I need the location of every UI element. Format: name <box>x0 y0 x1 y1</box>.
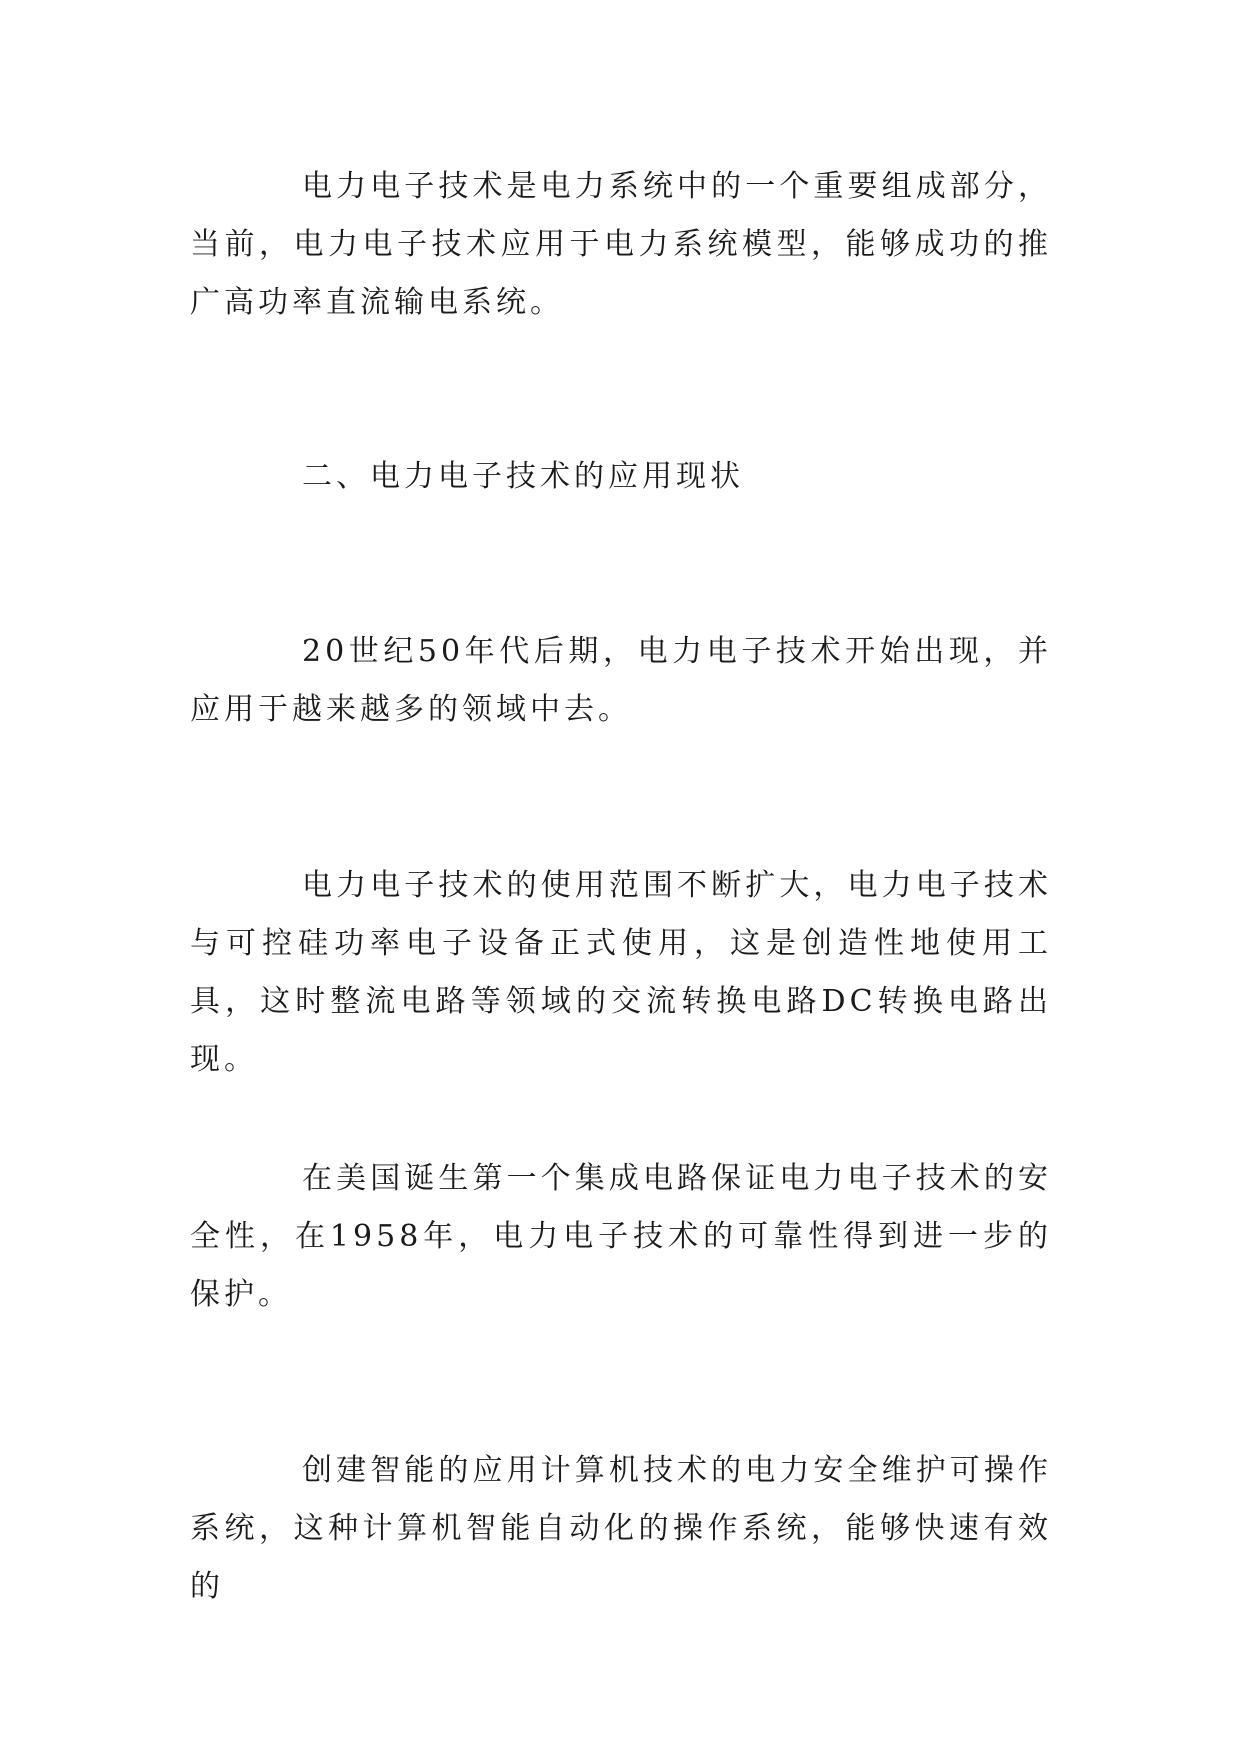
paragraph-intro: 电力电子技术是电力系统中的一个重要组成部分，当前，电力电子技术应用于电力系统模型，能够成功的推广高功率直流输电系统。 <box>190 169 1052 320</box>
paragraph-history: 20世纪50年代后期，电力电子技术开始出现，并应用于越来越多的领域中去。 <box>190 634 1052 727</box>
section-heading: 二、电力电子技术的应用现状 <box>302 459 744 494</box>
paragraph-smart-system: 创建智能的应用计算机技术的电力安全维护可操作系统，这种计算机智能自动化的操作系统，能够快速有效的 <box>190 1453 1052 1604</box>
paragraph-scope: 电力电子技术的使用范围不断扩大，电力电子技术与可控硅功率电子设备正式使用，这是创造性地使用工具，这时整流电路等领域的交流转换电路DC转换电路出现。 <box>190 868 1052 1077</box>
paragraph-integrated-circuit: 在美国诞生第一个集成电路保证电力电子技术的安全性，在1958年，电力电子技术的可靠性得到进一步的保护。 <box>190 1161 1052 1312</box>
